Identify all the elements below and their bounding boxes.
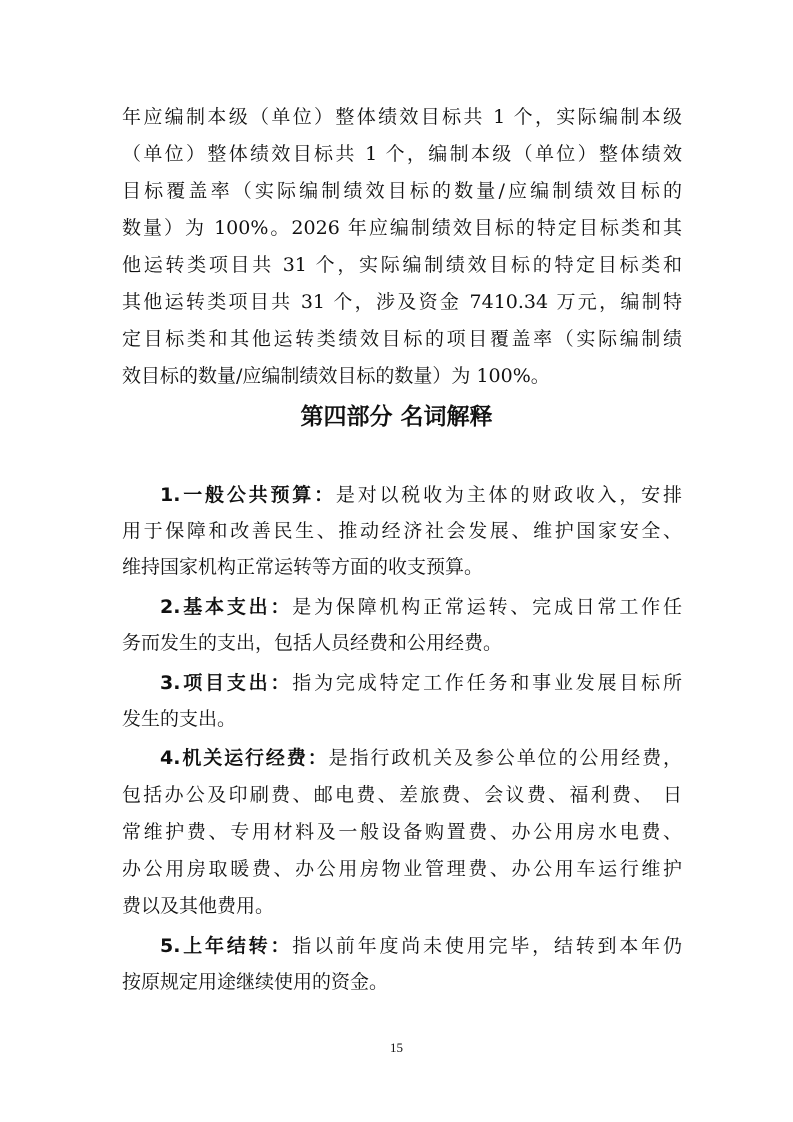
intro-line: 效目标的数量/应编制绩效目标的数量）为 100%。 [122, 365, 550, 387]
intro-line: 定目标类和其他运转类绩效目标的项目覆盖率（实际编制绩 [122, 328, 682, 350]
definition-line: 常维护费、专用材料及一般设备购置费、办公用房水电费、 [122, 821, 682, 843]
intro-line: 他运转类项目共 31 个，实际编制绩效目标的特定目标类和 [122, 254, 682, 276]
definition-term: 1.一般公共预算： [160, 484, 336, 506]
definition-line: 包括办公及印刷费、邮电费、差旅费、会议费、福利费、 日 [122, 784, 682, 806]
definition-text: 指以前年度尚未使用完毕，结转到本年仍 [292, 935, 682, 957]
definition-term: 2.基本支出： [160, 596, 293, 618]
definition-text: 指为完成特定工作任务和事业发展目标所 [292, 672, 682, 694]
definition-text: 是指行政机关及参公单位的公用经费， [328, 747, 682, 769]
definition-text: 是为保障机构正常运转、完成日常工作任 [292, 596, 682, 618]
intro-line: 目标覆盖率（实际编制绩效目标的数量/应编制绩效目标的 [122, 180, 682, 202]
definition-line: 务而发生的支出，包括人员经费和公用经费。 [122, 632, 503, 654]
definition-line: 办公用房取暖费、办公用房物业管理费、办公用车运行维护 [122, 858, 682, 880]
definition-first-line [160, 741, 682, 775]
definition-term: 3.项目支出： [160, 672, 293, 694]
definition-line: 用于保障和改善民生、推动经济社会发展、维护国家安全、 [122, 520, 682, 542]
section-title: 第四部分 名词解释 [300, 404, 493, 430]
definition-line: 按原规定用途继续使用的资金。 [122, 971, 389, 993]
definition-first-line [160, 929, 682, 963]
definition-first-line [160, 590, 682, 624]
intro-line: 年应编制本级（单位）整体绩效目标共 1 个，实际编制本级 [122, 106, 682, 128]
intro-line: （单位）整体绩效目标共 1 个，编制本级（单位）整体绩效 [122, 143, 682, 165]
definition-first-line [160, 478, 682, 512]
definition-term: 5.上年结转： [160, 935, 293, 957]
page-number: 15 [390, 1040, 403, 1055]
definition-line: 费以及其他费用。 [122, 895, 275, 917]
intro-line: 数量）为 100%。2026 年应编制绩效目标的特定目标类和其 [122, 217, 682, 239]
definition-first-line [160, 666, 682, 700]
definition-line: 维持国家机构正常运转等方面的收支预算。 [122, 556, 484, 578]
intro-line: 其他运转类项目共 31 个，涉及资金 7410.34 万元，编制特 [122, 291, 682, 313]
definition-line: 发生的支出。 [122, 708, 237, 730]
definition-term: 4.机关运行经费： [160, 747, 329, 769]
definition-text: 是对以税收为主体的财政收入，安排 [335, 484, 682, 506]
